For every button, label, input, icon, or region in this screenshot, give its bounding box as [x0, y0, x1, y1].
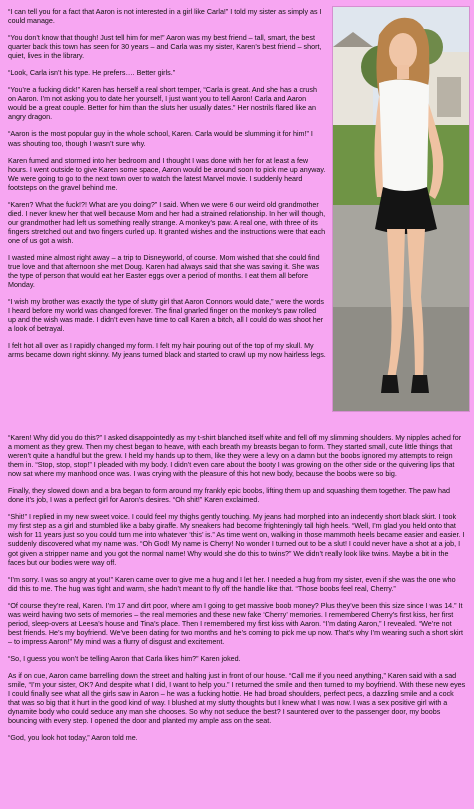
- story-text-top: [8, 8, 326, 368]
- paragraph: “Karen! Why did you do this?” I asked disappointedly as my t-shirt blanched itself white and fell off my slimming shoulders. My nipples ached for a moment as they grew. Then my chest began to heave, with each breath my breasts began to form. They started small, cute little things that weren’t quite a handful but the grew. I held my hands up to them, like they were a levy on a damn but the boobs ignored my attempts to reign them in. “Stop, stop, stop!” I pleaded with my body. I didn’t even care about the booty I was growing on the other side or the quivering lips that now sat where my manhood once was. I was crying with the pleasure of this hot new body, because the boobs were so big.: [8, 434, 462, 479]
- paragraph: Finally, they slowed down and a bra began to form around my frankly epic boobs, lifting them up and squashing them together. The paw had done it’s job, I was a perfect girl for Aaron’s desires. “Oh shit!” Karen exclaimed.: [8, 487, 450, 505]
- paragraph: “God, you look hot today,” Aaron told me.: [8, 734, 138, 743]
- paragraph: “So, I guess you won’t be telling Aaron that Carla likes him?” Karen joked.: [8, 654, 241, 663]
- paragraph: “I wish my brother was exactly the type of slutty girl that Aaron Connors would date,” were the words I heard before my world was changed forever. The final gnarled finger on the monkey’s paw rolled up and the wish was made. I didn’t even have time to call Karen a bitch, all I could do was shoot her a look of betrayal.: [8, 298, 324, 334]
- paragraph: Karen fumed and stormed into her bedroom and I thought I was done with her for at least a few hours. I went outside to give Karen some space, Aaron would be around soon to pick me up anyway. We were going to go to the next town over to watch the latest Marvel movie. I suddenly heard footsteps on the gravel behind me.: [8, 156, 326, 192]
- paragraph: “I can tell you for a fact that Aaron is not interested in a girl like Carla!” I told my sister as simply as I could manage.: [8, 8, 322, 26]
- paragraph: “Of course they’re real, Karen. I’m 17 and dirt poor, where am I going to get massive boob money? Plus they’ve been this size since I was 14.” It was weird having two sets of memories – the real memories and these new fake ‘Cherry’ memories. I remembered Cherry’s first kiss, her first period, sleep-overs at Leesa’s house and Tina’s place. Then I remembered my first kiss with Aaron. “I’m dating Aaron,” I revealed. “We’re not best friends. He’s my boyfriend. We’ve been dating for two months and he’s coming to pick me up now. That’s why I’m wearing such a short skirt – to impress Aaron!” My mind was a flurry of disgust and excitement.: [8, 601, 463, 646]
- paragraph: “You’re a fucking dick!” Karen has herself a real short temper, “Carla is great. And she has a crush on Aaron. I’m not asking you to date her yourself, I just want you to tell Aaron! Carla and Aaron would be a great couple. Better for him than the sluts her usually dates.” Her nostrils flared like an angry dragon.: [8, 86, 317, 122]
- paragraph: As if on cue, Aaron came barrelling down the street and halting just in front of our house. “Call me if you need anything,” Karen said with a sad smile, “I’m your sister, OK? And despite what I did, I want to help you.” I returned the smile and then turned to my boyfriend. With these new eyes I could finally see what all the girls saw in Aaron – he was a fucking hottie. He had broad shoulders, perfect pecs, a dazzling smile and a cock that was so big that it hurt in the good kind of way. I blushed at my slutty thoughts but I knew what I was now. I was a sex positive girl with a dynamite body who could seduce any man she chooses. So why not seduce the best? I sauntered over to the passenger door, my boobs bouncing with every step. I opened the door and planted my ample ass on the seat.: [8, 671, 466, 726]
- photo-image: [332, 6, 470, 412]
- paragraph: “I’m sorry. I was so angry at you!” Karen came over to give me a hug and I let her. I needed a hug from my sister, even if she was the one who did this to me. The hug was tight and warm, she hadn’t meant to fly off the handle like that. “Those boobs feel real, Cherry.”: [8, 575, 456, 593]
- woman-photo-icon: [333, 7, 469, 411]
- paragraph: “Shit!” I replied in my new sweet voice. I could feel my thighs gently touching. My jeans had morphed into an indecently short black skirt. I took my first step as a girl and stumbled like a baby giraffe. My sneakers had become frighteningly tall high heels. “Well, I’m glad you held onto that wish for 11 years just so you could turn me into whatever ‘this’ is.” As time went on, walking in those mammoth heels became easier and easier. I suddenly discovered what my name was. “Oh God! My name is Cherry! No wonder I turned out to be a slut! I could never have a shot at a job, I got given a stripper name and you got the normal name! Why would she do this to twins?” We didn’t really look like twins. Maybe a bit in the faces but our bodies were way off.: [8, 513, 465, 567]
- paragraph: “Karen? What the fuck!?! What are you doing?” I said. When we were 6 our weird old grandmother died. I never knew her that well because Mom and her had a strained relationship. In her will though, our grandmother had left us something really strange. A monkey’s paw. A real one, with three of its fingers stretched out and two fingers curled up. It granted wishes and the instructions were that each one of us got a wish.: [8, 200, 326, 245]
- paragraph: “Aaron is the most popular guy in the whole school, Karen. Carla would be slumming it for him!” I was shouting too, though I wasn’t sure why.: [8, 130, 313, 148]
- paragraph: I wasted mine almost right away – a trip to Disneyworld, of course. Mom wished that she could find true love and that afternoon she met Doug. Karen had always said that she was saving it. She was the type of person that would eat her Easter eggs over a period of months. I eat them all before Monday.: [8, 253, 320, 290]
- paragraph: I felt hot all over as I rapidly changed my form. I felt my hair pouring out of the top of my skull. My arms became down right skinny. My jeans turned black and started to crawl up my now hairless legs.: [8, 342, 326, 360]
- paragraph: “Look, Carla isn’t his type. He prefers…. Better girls.”: [8, 69, 176, 78]
- story-text-bottom: [8, 434, 466, 751]
- paragraph: “You don’t know that though! Just tell him for me!” Aaron was my best friend – tall, smart, the best quarter back this town has seen for 30 years – and Carla was my sister, Karen’s best friend – short, quiet, lives in the library.: [8, 34, 322, 61]
